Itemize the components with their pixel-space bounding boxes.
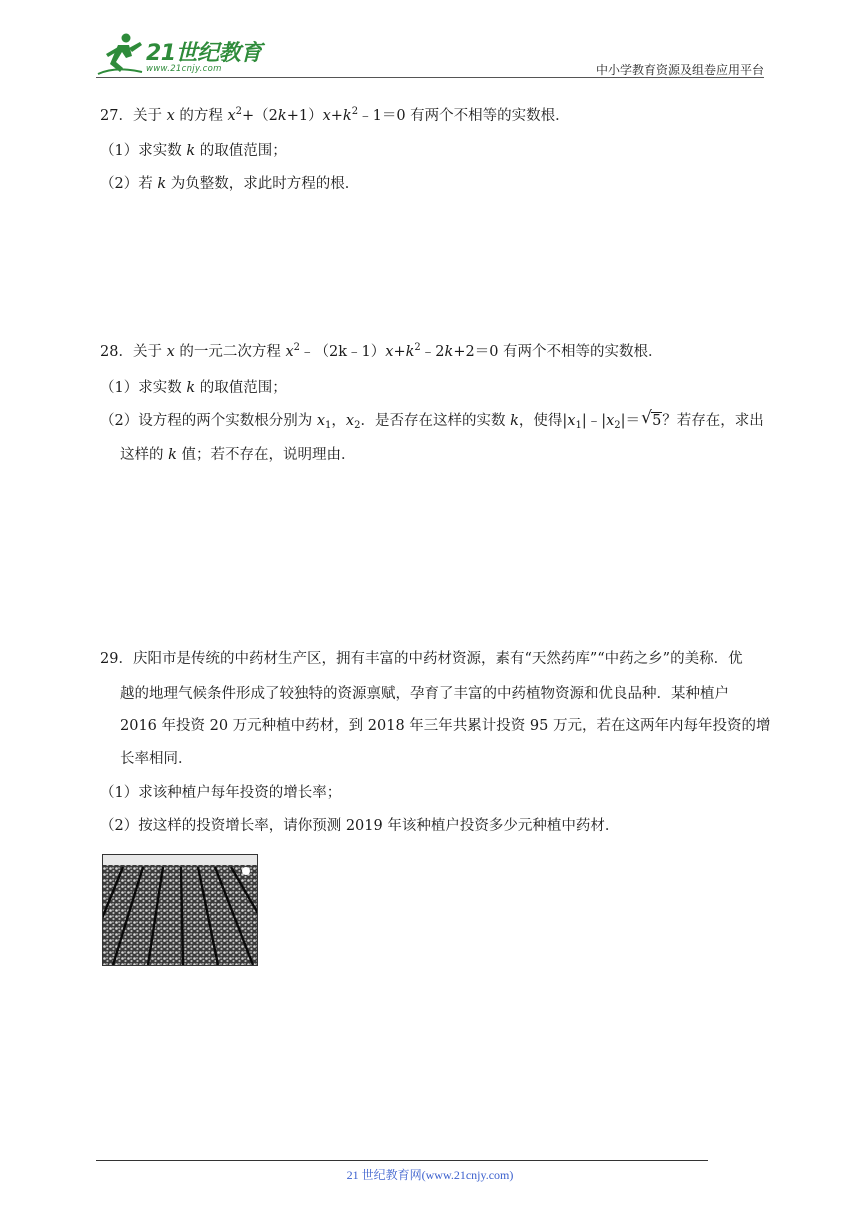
logo-url: www.21cnjy.com bbox=[146, 64, 222, 74]
crop-field-photo bbox=[102, 854, 258, 966]
question-29-line-4: 长率相同． bbox=[120, 751, 193, 767]
question-28-part-1: （1）求实数 k 的取值范围； bbox=[100, 380, 287, 396]
runner-logo-icon bbox=[96, 32, 146, 78]
header-platform-name: 中小学教育资源及组卷应用平台 bbox=[595, 63, 764, 77]
question-29-part-1: （1）求该种植户每年投资的增长率； bbox=[100, 785, 342, 801]
page-header bbox=[96, 30, 764, 78]
question-28-part-2: （2）设方程的两个实数根分别为 $x_1$，$x_2$．是否存在这样的实数 k，使得$|x_1|﹣|x_2|=$ √ 5？若存在，求出 bbox=[100, 408, 764, 431]
question-27-part-1: （1）求实数 k 的取值范围； bbox=[100, 143, 287, 159]
question-28-stem: 28．关于 x 的一元二次方程 $x^2﹣(2k﹣1)x+k^2﹣2k+2=0$ 有两个不相等的实数根． bbox=[100, 342, 663, 360]
question-27-stem: 27．关于 x 的方程 $x^2+(2k+1)x+k^2﹣1=0$ 有两个不相等的实数根． bbox=[100, 106, 570, 124]
sqrt-expression: √ 5 bbox=[641, 408, 662, 429]
logo-text: 21世纪教育 bbox=[146, 41, 262, 66]
question-29-line-3: 2016 年投资 20 万元种植中药材，到 2018 年三年共累计投资 95 万元，若在这两年内每年投资的增 bbox=[120, 718, 771, 734]
question-29-line-2: 越的地理气候条件形成了较独特的资源禀赋，孕育了丰富的中药植物资源和优良品种．某种植户 bbox=[120, 686, 729, 702]
logo bbox=[96, 30, 266, 78]
header-divider bbox=[96, 77, 764, 78]
question-27-part-2: （2）若 k 为负整数，求此时方程的根． bbox=[100, 176, 360, 192]
question-29-line-1: 29．庆阳市是传统的中药材生产区，拥有丰富的中药材资源，素有“天然药库”“中药之乡”的美称．优 bbox=[100, 651, 743, 667]
crop-rows-image bbox=[103, 855, 257, 965]
question-29-part-2: （2）按这样的投资增长率，请你预测 2019 年该种植户投资多少元种植中药材． bbox=[100, 818, 620, 834]
question-28-part-2-continued: 这样的 k 值；若不存在，说明理由． bbox=[120, 447, 356, 463]
footer-link[interactable]: 21 世纪教育网(www.21cnjy.com) bbox=[346, 1168, 514, 1182]
footer-divider bbox=[96, 1160, 708, 1161]
